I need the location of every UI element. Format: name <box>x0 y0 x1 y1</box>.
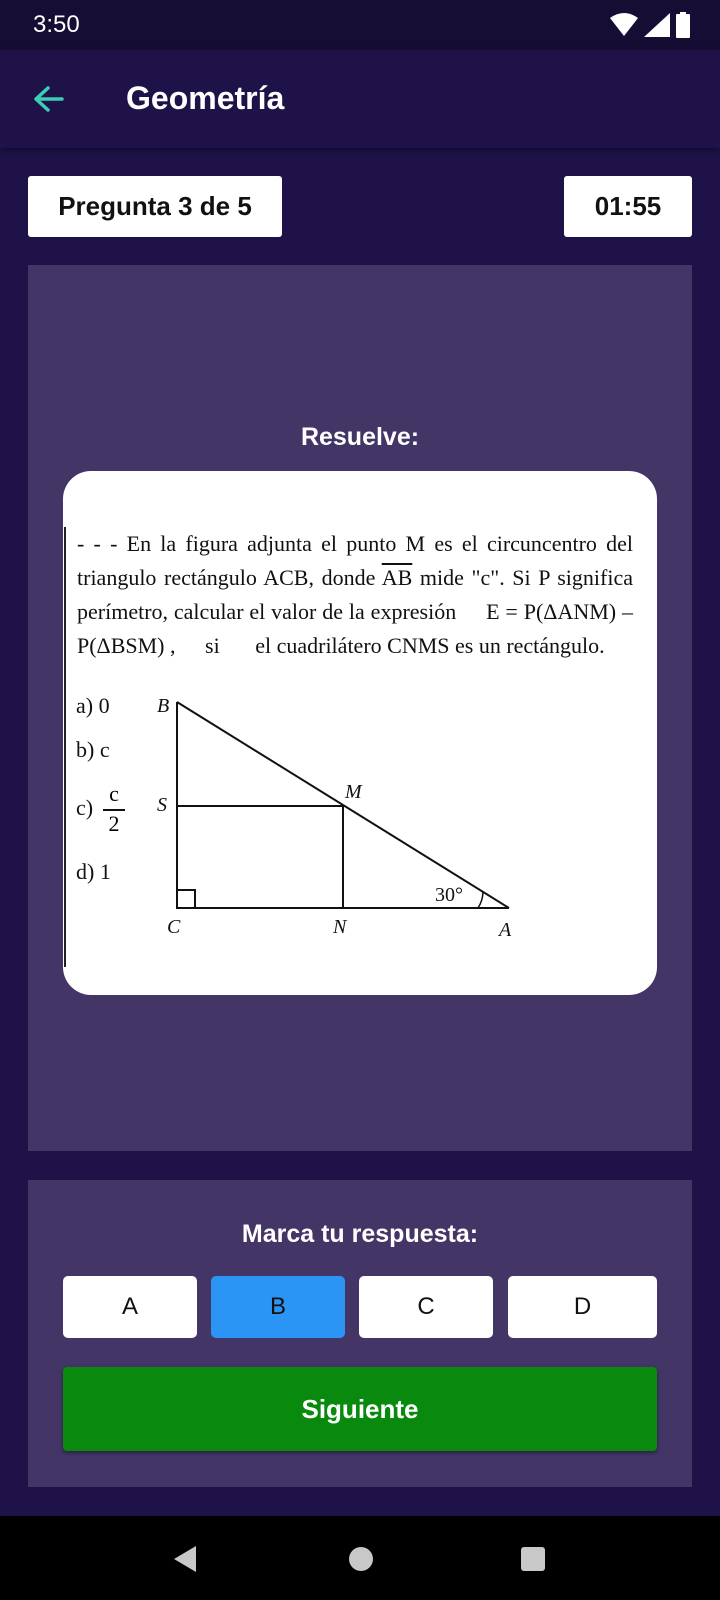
scan-edge <box>64 527 66 967</box>
label-n: N <box>333 916 347 938</box>
expression: E = P(ΔANM) – P(ΔBSM) , <box>77 599 633 658</box>
triangle-figure <box>153 696 623 946</box>
back-triangle-icon[interactable] <box>172 1544 198 1574</box>
label-c: C <box>167 916 181 938</box>
status-time: 3:50 <box>33 11 80 38</box>
app-bar <box>0 50 720 148</box>
question-line3: cuadrilátero CNMS es un rectángulo. <box>276 633 605 658</box>
label-s: S <box>157 794 167 816</box>
system-nav-bar <box>0 1516 720 1600</box>
question-heading: Resuelve: <box>300 423 420 451</box>
status-bar <box>0 0 720 50</box>
label-a: A <box>499 919 512 941</box>
next-button[interactable]: Siguiente <box>63 1367 657 1451</box>
battery-icon <box>676 12 690 38</box>
question-line1-end: mide "c". <box>419 565 505 590</box>
question-line1: En la figura adjunta el punto M es el circuncentro del triangulo rectángulo ACB, donde <box>77 531 633 590</box>
question-progress: Pregunta 3 de 5 <box>28 176 282 237</box>
answer-button-b[interactable]: B <box>211 1276 345 1338</box>
timer: 01:55 <box>564 176 692 237</box>
angle-arc <box>478 892 483 908</box>
page-title: Geometría <box>126 80 285 116</box>
right-angle-mark <box>177 890 195 908</box>
question-line2: Si P significa perímetro, calcular el valor de la expresión <box>77 565 634 624</box>
angle-label: 30° <box>435 884 463 906</box>
answer-button-d[interactable]: D <box>508 1276 657 1338</box>
question-si: si <box>205 633 220 658</box>
question-panel <box>28 265 692 1151</box>
question-el: el <box>255 633 272 658</box>
option-d: d) 1 <box>76 859 111 884</box>
answer-button-c[interactable]: C <box>359 1276 493 1338</box>
wifi-icon <box>610 13 638 37</box>
home-circle-icon[interactable] <box>348 1546 374 1572</box>
option-c: c) <box>76 795 94 820</box>
ab-segment: $\overline{AB}$ <box>381 565 413 590</box>
option-b: b) c <box>76 737 110 762</box>
option-a: a) 0 <box>76 693 110 718</box>
question-leader: - - - <box>77 531 118 556</box>
answer-button-a[interactable]: A <box>63 1276 197 1338</box>
question-text <box>77 527 633 663</box>
label-m: M <box>345 781 362 803</box>
answer-panel <box>28 1180 692 1487</box>
option-c-denominator: 2 <box>108 811 120 836</box>
recents-square-icon[interactable] <box>520 1546 546 1572</box>
answer-heading: Marca tu respuesta: <box>241 1220 479 1248</box>
arrow-back-icon[interactable] <box>30 80 68 118</box>
status-icons <box>610 12 690 38</box>
option-c-numerator: c <box>109 781 119 806</box>
question-card <box>63 471 657 995</box>
signal-icon <box>644 13 670 37</box>
label-b: B <box>157 696 170 717</box>
